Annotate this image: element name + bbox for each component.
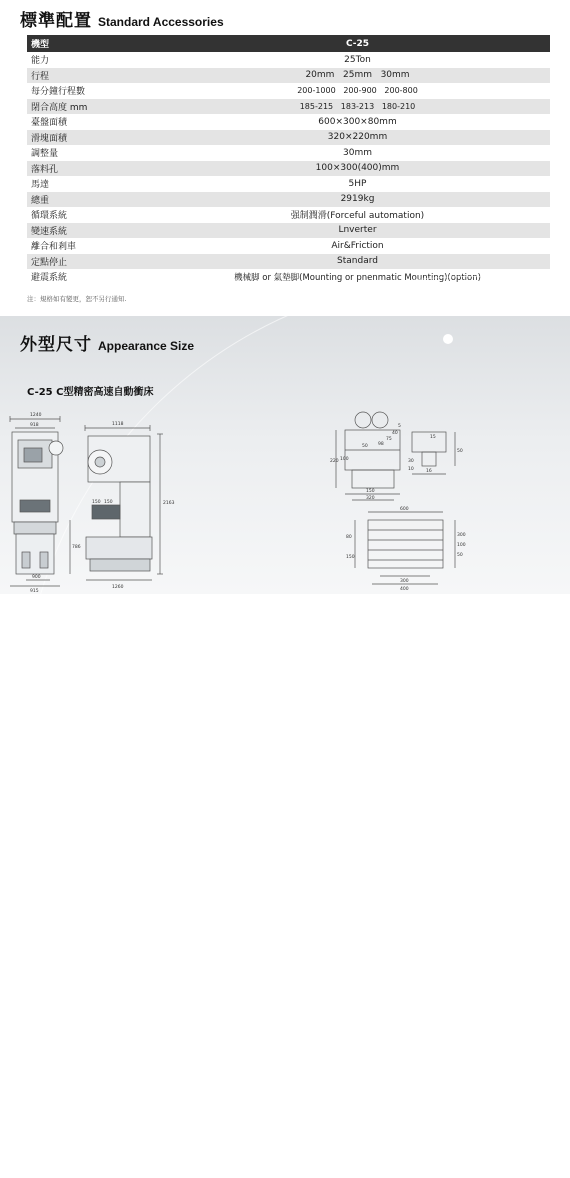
spec-label: 臺盤面積 (31, 118, 68, 129)
spec-label: 變速系統 (27, 223, 165, 239)
dim-block-c: 30 (408, 459, 414, 464)
dim-bed-bottom-b: 400 (400, 587, 409, 592)
dim-block-b: 50 (457, 449, 463, 454)
spec-label: 離合和剎車 (31, 242, 77, 253)
spec-value: 320×220mm (165, 130, 550, 146)
spec-value: 100×300(400)mm (165, 161, 550, 177)
spec-label: 調整量 (31, 149, 59, 160)
accessories-title-en: Standard Accessories (98, 15, 224, 29)
spec-note: 注：規格如有變更，恕不另行通知. (27, 295, 127, 303)
spec-value: 20mm 25mm 30mm (165, 68, 550, 84)
dim-side-bottom: 1260 (112, 585, 124, 590)
spec-label: 總重 (27, 192, 165, 208)
spec-label: 能力 (31, 56, 50, 67)
dim-bed-left-a: 80 (346, 535, 352, 540)
spec-value: 600×300×80mm (318, 116, 397, 127)
dim-side-small-b: 150 (104, 500, 113, 505)
spec-value: Standard (165, 254, 550, 270)
dim-bed-right-b: 100 (457, 543, 466, 548)
dim-front-bottom: 915 (30, 589, 39, 594)
spec-value: 185-215 183-213 180-210 (165, 99, 550, 115)
dim-slide-c: 100 (340, 457, 349, 462)
spec-value: 5HP (348, 178, 367, 189)
dim-block-e: 16 (426, 469, 432, 474)
spec-value: 强制潤滑(Forceful automation) (290, 211, 425, 222)
accessories-title-zh: 標準配置 (20, 11, 92, 31)
dim-slide-a: 50 (362, 444, 368, 449)
dim-front-top: 1240 (30, 413, 42, 418)
dim-side-top: 1118 (112, 422, 124, 427)
dim-bed-right-a: 300 (457, 533, 466, 538)
dim-front-inner: 918 (30, 423, 39, 428)
appearance-title-zh: 外型尺寸 (20, 335, 92, 355)
dim-bed-right-c: 50 (457, 553, 463, 558)
dim-slide-e: 320 (366, 496, 375, 501)
slide-drawing (336, 412, 400, 500)
spec-header-model: C-25 (165, 35, 550, 52)
spec-header-label: 機型 (27, 35, 165, 52)
spec-value: 30mm (343, 147, 372, 158)
dim-slide-h: 40 (392, 431, 398, 436)
dim-block-d: 10 (408, 467, 414, 472)
dim-slide-g: 75 (386, 437, 392, 442)
spec-label: 閉合高度 mm (27, 99, 165, 115)
dim-front-side: 786 (72, 545, 81, 550)
spec-label: 行程 (27, 68, 165, 84)
spec-value: 機械脚 or 氣墊脚(Mounting or pnenmatic Mounting)(option) (234, 272, 481, 283)
spec-label: 每分鐘行程數 (31, 87, 86, 98)
dim-side-height: 2163 (163, 501, 175, 506)
dim-front-bottom-small: 900 (32, 575, 41, 580)
spec-label: 循環系統 (31, 211, 68, 222)
dim-slide-b: 220 (330, 459, 339, 464)
spec-label: 避震系統 (31, 273, 68, 284)
dim-bed-left-b: 150 (346, 555, 355, 560)
machine-model-label: C-25 C型精密高速自動衝床 (27, 387, 154, 398)
dim-slide-d: 150 (366, 489, 375, 494)
dim-slide-angle: 5 (398, 424, 401, 429)
spec-value: Lnverter (165, 223, 550, 239)
spec-label: 滑塊面積 (27, 130, 165, 146)
front-view-drawing (10, 416, 70, 586)
spec-value: Air&Friction (331, 240, 384, 251)
spec-value: 200-1000 200-900 200-800 (297, 86, 418, 96)
dim-slide-f: 98 (378, 442, 384, 447)
dim-block-a: 15 (430, 435, 436, 440)
dim-side-small-a: 150 (92, 500, 101, 505)
spec-label: 定點停止 (27, 254, 165, 270)
spec-label: 馬達 (31, 180, 50, 191)
dim-bed-top: 600 (400, 507, 409, 512)
appearance-title-en: Appearance Size (98, 339, 195, 353)
spec-label: 落料孔 (27, 161, 165, 177)
dim-bed-bottom-a: 300 (400, 579, 409, 584)
spec-value: 2919kg (165, 192, 550, 208)
bed-drawing (355, 512, 455, 584)
spec-value: 25Ton (344, 54, 371, 65)
